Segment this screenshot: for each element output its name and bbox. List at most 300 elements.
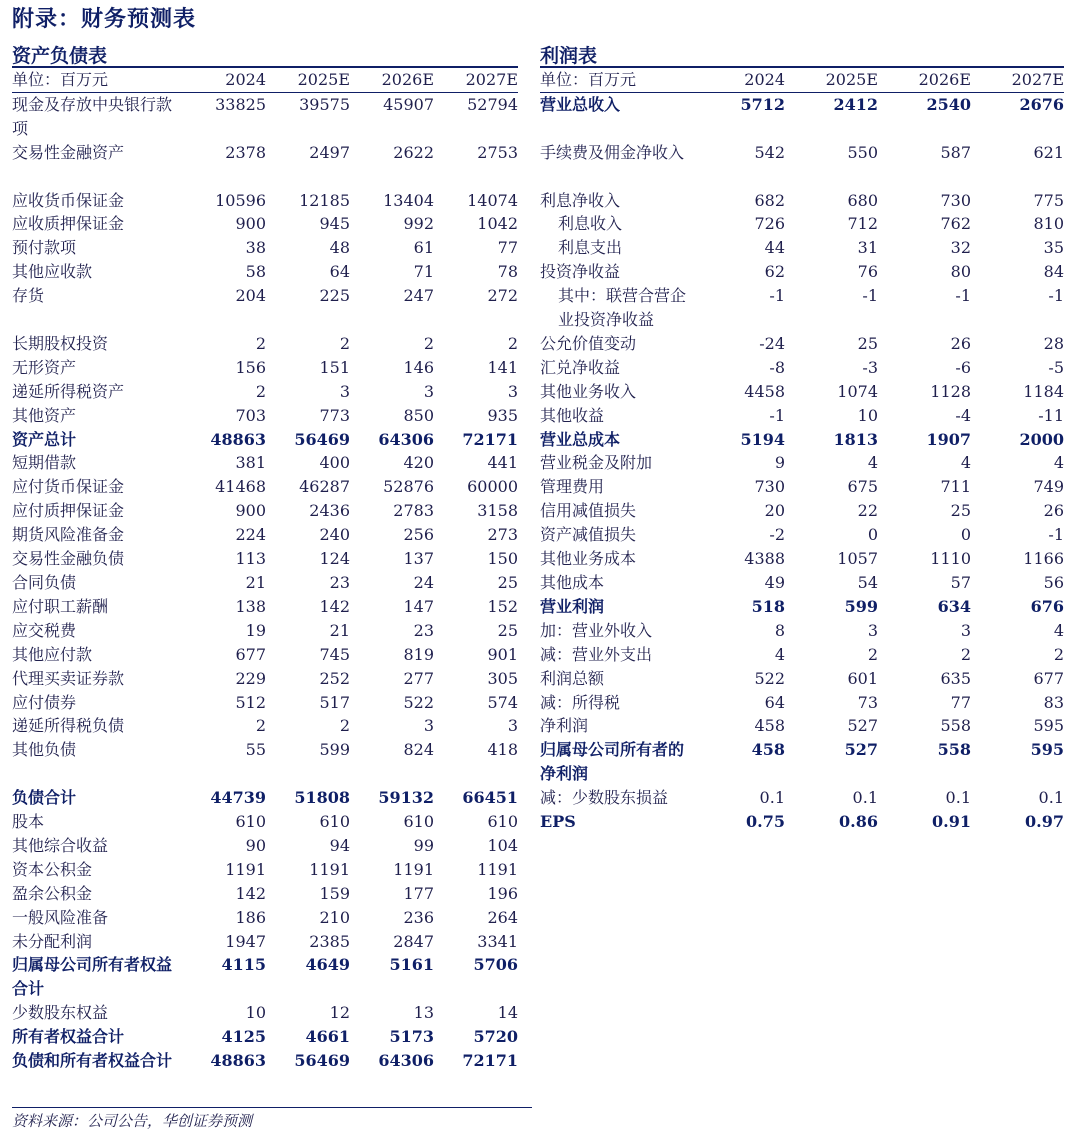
row-label: 交易性金融资产: [12, 142, 125, 162]
cell-value: 59132: [378, 788, 434, 808]
cell-value: 5720: [473, 1027, 518, 1047]
row-label: 手续费及佣金净收入: [540, 142, 685, 162]
cell-value: 46287: [299, 477, 350, 497]
cell-value: 80: [950, 262, 971, 282]
unit-label: 单位：百万元: [540, 68, 692, 92]
cell-value: 3: [507, 716, 518, 736]
cell-value: 1191: [225, 859, 266, 879]
cell-value: 901: [487, 644, 518, 664]
table-row: [12, 1001, 518, 1025]
cell-value: 1042: [477, 214, 518, 234]
table-row: [540, 667, 1064, 691]
cell-value: 56469: [294, 429, 350, 449]
row-label: 资产减值损失: [540, 525, 637, 545]
cell-value: 775: [1033, 190, 1064, 210]
cell-value: 44: [764, 238, 785, 258]
row-label: 短期借款: [12, 453, 77, 473]
cell-value: 247: [403, 286, 434, 306]
table-row: [12, 595, 518, 619]
table-row: [12, 571, 518, 595]
row-label: 营业税金及附加: [540, 453, 653, 473]
column-header: 2026E: [350, 68, 434, 92]
row-label: 利息支出: [558, 238, 623, 258]
cell-value: 84: [1043, 262, 1064, 282]
cell-value: 4458: [744, 381, 785, 401]
cell-value: 0.1: [1038, 788, 1064, 808]
cell-value: 141: [487, 357, 518, 377]
cell-value: 2436: [309, 501, 350, 521]
cell-value: 272: [487, 286, 518, 306]
cell-value: 458: [754, 716, 785, 736]
row-label: 汇兑净收益: [540, 357, 621, 377]
cell-value: 77: [497, 238, 518, 258]
cell-value: -5: [1048, 357, 1064, 377]
row-label: 管理费用: [540, 477, 605, 497]
balance-sheet-title: 资产负债表: [12, 44, 518, 68]
row-label: 应收质押保证金: [12, 214, 125, 234]
cell-value: 1947: [225, 931, 266, 951]
cell-value: 156: [235, 357, 266, 377]
cell-value: 610: [487, 812, 518, 832]
cell-value: 418: [487, 740, 518, 760]
table-row: [12, 834, 518, 858]
cell-value: -8: [769, 357, 785, 377]
table-row: [12, 189, 518, 213]
cell-value: 712: [847, 214, 878, 234]
cell-value: 945: [319, 214, 350, 234]
cell-value: 703: [235, 405, 266, 425]
row-label: 预付款项: [12, 238, 77, 258]
cell-value: 48: [329, 238, 350, 258]
cell-value: 5712: [740, 94, 785, 114]
cell-value: 2: [960, 644, 971, 664]
cell-value: -1: [1048, 286, 1064, 306]
unit-label: 单位：百万元: [12, 68, 182, 92]
table-row: [12, 810, 518, 834]
cell-value: 8: [774, 620, 785, 640]
cell-value: 420: [403, 453, 434, 473]
source-note: 资料来源：公司公告，华创证券预测: [12, 1107, 532, 1131]
table-header-row: [540, 68, 1064, 92]
table-row: [540, 595, 1064, 619]
cell-value: 60000: [467, 477, 518, 497]
cell-value: 680: [847, 190, 878, 210]
cell-value: 52794: [467, 94, 518, 114]
cell-value: 25: [950, 501, 971, 521]
cell-value: 0.1: [759, 788, 785, 808]
cell-value: 124: [319, 549, 350, 569]
cell-value: 558: [937, 740, 971, 760]
row-label: 投资净收益: [540, 262, 621, 282]
table-row: [12, 475, 518, 499]
cell-value: 517: [319, 692, 350, 712]
cell-value: 1110: [930, 549, 971, 569]
cell-value: 104: [487, 835, 518, 855]
row-label: 其他负债: [12, 740, 77, 760]
cell-value: 574: [487, 692, 518, 712]
cell-value: 4388: [744, 549, 785, 569]
cell-value: 635: [940, 668, 971, 688]
cell-value: 2000: [1019, 429, 1064, 449]
row-label: 减：所得税: [540, 692, 621, 712]
cell-value: 12185: [299, 190, 350, 210]
cell-value: 142: [319, 596, 350, 616]
row-label: 未分配利润: [12, 931, 93, 951]
cell-value: 3: [423, 716, 434, 736]
cell-value: 730: [940, 190, 971, 210]
cell-value: 147: [403, 596, 434, 616]
cell-value: 4: [774, 644, 785, 664]
cell-value: 2622: [393, 142, 434, 162]
table-row: [540, 619, 1064, 643]
table-row: [540, 475, 1064, 499]
column-header: 2024: [692, 68, 785, 92]
row-label: 其他收益: [540, 405, 605, 425]
row-label: 长期股权投资: [12, 333, 109, 353]
cell-value: 2: [339, 716, 350, 736]
table-row: [540, 571, 1064, 595]
cell-value: 64: [764, 692, 785, 712]
cell-value: 57: [950, 573, 971, 592]
row-label: 资产总计: [12, 429, 77, 449]
cell-value: 52876: [383, 477, 434, 497]
cell-value: 20: [764, 501, 785, 521]
cell-value: 745: [319, 644, 350, 664]
row-label: 其中：联营合营企业投资净收益: [558, 286, 687, 330]
row-label: 负债合计: [12, 788, 77, 808]
cell-value: 676: [1030, 596, 1064, 616]
cell-value: 711: [940, 477, 971, 497]
cell-value: 14: [497, 1003, 518, 1023]
cell-value: 73: [857, 692, 878, 712]
cell-value: -24: [759, 333, 785, 353]
cell-value: 621: [1033, 142, 1064, 162]
cell-value: 4125: [221, 1027, 266, 1047]
row-label: 股本: [12, 812, 45, 832]
cell-value: 522: [403, 692, 434, 712]
cell-value: 610: [319, 812, 350, 832]
row-label: 应交税费: [12, 620, 77, 640]
table-row: [12, 906, 518, 930]
cell-value: -1: [955, 286, 971, 306]
row-label: 归属母公司所有者权益合计: [12, 955, 173, 999]
cell-value: 682: [754, 190, 785, 210]
cell-value: 527: [844, 740, 878, 760]
cell-value: 2540: [926, 94, 971, 114]
cell-value: 2: [255, 716, 266, 736]
cell-value: 204: [235, 286, 266, 306]
cell-value: 305: [487, 668, 518, 688]
cell-value: 48863: [210, 1051, 266, 1071]
cell-value: 2378: [225, 142, 266, 162]
cell-value: -1: [769, 405, 785, 425]
table-row: [12, 428, 518, 452]
cell-value: 4: [867, 453, 878, 473]
cell-value: 595: [1033, 716, 1064, 736]
row-label: 利润总额: [540, 668, 605, 688]
cell-value: 49: [764, 573, 785, 592]
cell-value: 2676: [1019, 94, 1064, 114]
cell-value: 23: [413, 620, 434, 640]
cell-value: 4: [1053, 453, 1064, 473]
cell-value: 0.1: [852, 788, 878, 808]
row-label: 营业总成本: [540, 429, 621, 449]
table-row: [12, 858, 518, 882]
row-label: 存货: [12, 286, 45, 306]
cell-value: 3: [507, 381, 518, 401]
cell-value: 210: [319, 907, 350, 927]
row-label: 应收货币保证金: [12, 190, 125, 210]
table-row: [12, 930, 518, 954]
cell-value: 240: [319, 525, 350, 545]
cell-value: 2: [423, 333, 434, 353]
cell-value: 159: [319, 883, 350, 903]
cell-value: 83: [1043, 692, 1064, 712]
cell-value: 1907: [926, 429, 971, 449]
cell-value: 76: [857, 262, 878, 282]
row-label: 应付债券: [12, 692, 77, 712]
cell-value: 113: [235, 549, 266, 569]
cell-value: 3: [423, 381, 434, 401]
table-header-row: [12, 68, 518, 92]
cell-value: 992: [403, 214, 434, 234]
cell-value: 810: [1033, 214, 1064, 234]
table-row: [12, 619, 518, 643]
cell-value: 400: [319, 453, 350, 473]
row-label: 其他应付款: [12, 644, 93, 664]
row-label: 其他成本: [540, 573, 605, 592]
table-row: [12, 714, 518, 738]
cell-value: 54: [857, 573, 878, 592]
cell-value: 236: [403, 907, 434, 927]
cell-value: 458: [751, 740, 785, 760]
row-label: 其他业务收入: [540, 381, 637, 401]
table-row: [540, 332, 1064, 356]
cell-value: 45907: [383, 94, 434, 114]
cell-value: 61: [413, 238, 434, 258]
row-label: 应付质押保证金: [12, 501, 125, 521]
table-row: [540, 404, 1064, 428]
table-row: [12, 92, 518, 140]
cell-value: 22: [857, 501, 878, 521]
table-row: [540, 643, 1064, 667]
table-row: [540, 428, 1064, 452]
row-label: 公允价值变动: [540, 333, 637, 353]
row-label: 其他综合收益: [12, 835, 109, 855]
cell-value: 38: [245, 238, 266, 258]
cell-value: 2: [255, 333, 266, 353]
row-label: 应付货币保证金: [12, 477, 125, 497]
cell-value: 4661: [305, 1027, 350, 1047]
row-label: 盈余公积金: [12, 883, 93, 903]
row-label: 资本公积金: [12, 859, 93, 879]
cell-value: 2: [339, 333, 350, 353]
cell-value: 13: [413, 1003, 434, 1023]
cell-value: 44739: [210, 788, 266, 808]
cell-value: 2: [255, 381, 266, 401]
cell-value: 72171: [462, 1051, 518, 1071]
cell-value: 21: [329, 620, 350, 640]
cell-value: 62: [764, 262, 785, 282]
cell-value: 0: [960, 525, 971, 545]
cell-value: 1184: [1023, 381, 1064, 401]
cell-value: 55: [245, 740, 266, 760]
cell-value: 1166: [1023, 549, 1064, 569]
column-header: 2024: [182, 68, 266, 92]
cell-value: 25: [857, 333, 878, 353]
row-label: 现金及存放中央银行款项: [12, 94, 173, 138]
column-header: 2027E: [971, 68, 1064, 92]
cell-value: 152: [487, 596, 518, 616]
table-row: [540, 738, 1064, 786]
income-statement-table: [540, 68, 1064, 834]
cell-value: 35: [1043, 238, 1064, 258]
cell-value: 0.97: [1025, 812, 1064, 832]
cell-value: 900: [235, 501, 266, 521]
cell-value: 32: [950, 238, 971, 258]
table-row: [12, 404, 518, 428]
cell-value: 675: [847, 477, 878, 497]
cell-value: 730: [754, 477, 785, 497]
cell-value: 1191: [393, 859, 434, 879]
cell-value: 512: [235, 692, 266, 712]
cell-value: 726: [754, 214, 785, 234]
cell-value: 41468: [215, 477, 266, 497]
cell-value: 64306: [378, 1051, 434, 1071]
cell-value: 77: [950, 692, 971, 712]
cell-value: 13404: [383, 190, 434, 210]
table-row: [540, 714, 1064, 738]
cell-value: 550: [847, 142, 878, 162]
cell-value: -1: [1048, 525, 1064, 545]
table-row: [540, 260, 1064, 284]
cell-value: 186: [235, 907, 266, 927]
cell-value: 64306: [378, 429, 434, 449]
cell-value: 14074: [467, 190, 518, 210]
cell-value: 558: [940, 716, 971, 736]
cell-value: 3: [339, 381, 350, 401]
cell-value: 5706: [473, 955, 518, 975]
cell-value: 900: [235, 214, 266, 234]
cell-value: 5194: [740, 429, 785, 449]
cell-value: 142: [235, 883, 266, 903]
cell-value: 90: [245, 835, 266, 855]
cell-value: 10: [245, 1003, 266, 1023]
cell-value: -2: [769, 525, 785, 545]
cell-value: 4: [960, 453, 971, 473]
cell-value: 4115: [221, 955, 266, 975]
cell-value: 151: [319, 357, 350, 377]
cell-value: 224: [235, 525, 266, 545]
cell-value: 51808: [294, 788, 350, 808]
row-label: 其他应收款: [12, 262, 93, 282]
cell-value: 2: [867, 644, 878, 664]
cell-value: 381: [235, 453, 266, 473]
row-label: 所有者权益合计: [12, 1027, 125, 1047]
cell-value: 2412: [833, 94, 878, 114]
cell-value: 9: [774, 453, 785, 473]
cell-value: 256: [403, 525, 434, 545]
table-row: [12, 953, 518, 1001]
row-label: 一般风险准备: [12, 907, 109, 927]
table-row: [12, 380, 518, 404]
cell-value: 72171: [462, 429, 518, 449]
table-row: [12, 882, 518, 906]
cell-value: 150: [487, 549, 518, 569]
row-label: 合同负债: [12, 573, 77, 592]
balance-sheet-table: [12, 68, 518, 1097]
cell-value: 66451: [462, 788, 518, 808]
table-row: [540, 786, 1064, 810]
cell-value: 527: [847, 716, 878, 736]
cell-value: 1813: [833, 429, 878, 449]
cell-value: 99: [413, 835, 434, 855]
row-label: 净利润: [540, 716, 589, 736]
cell-value: 39575: [299, 94, 350, 114]
cell-value: 522: [754, 668, 785, 688]
cell-value: 2847: [393, 931, 434, 951]
column-header: 2027E: [434, 68, 518, 92]
cell-value: 3: [867, 620, 878, 640]
cell-value: -3: [862, 357, 878, 377]
cell-value: 677: [235, 644, 266, 664]
cell-value: 252: [319, 668, 350, 688]
table-row: [12, 547, 518, 571]
cell-value: 1191: [477, 859, 518, 879]
row-label: 减：营业外支出: [540, 644, 653, 664]
row-label: 无形资产: [12, 357, 77, 377]
row-label: 信用减值损失: [540, 501, 637, 521]
table-row: [540, 356, 1064, 380]
cell-value: 4649: [305, 955, 350, 975]
cell-value: 601: [847, 668, 878, 688]
row-label: 负债和所有者权益合计: [12, 1051, 173, 1071]
cell-value: 773: [319, 405, 350, 425]
cell-value: 599: [844, 596, 878, 616]
cell-value: 177: [403, 883, 434, 903]
table-row: [12, 643, 518, 667]
table-row: [540, 212, 1064, 236]
table-row: [12, 236, 518, 260]
cell-value: 23: [329, 573, 350, 592]
row-label: 期货风险准备金: [12, 525, 125, 545]
cell-value: 64: [329, 262, 350, 282]
cell-value: -1: [862, 286, 878, 306]
table-row: [12, 691, 518, 715]
row-label: 少数股东权益: [12, 1003, 109, 1023]
table-row: [540, 141, 1064, 189]
row-label: EPS: [540, 812, 576, 832]
row-label: 利息收入: [558, 214, 623, 234]
income-statement-title: 利润表: [540, 44, 1064, 68]
cell-value: 48863: [210, 429, 266, 449]
cell-value: 3: [960, 620, 971, 640]
table-row: [12, 1025, 518, 1049]
cell-value: 56: [1043, 573, 1064, 592]
column-header: 2026E: [878, 68, 971, 92]
cell-value: 138: [235, 596, 266, 616]
cell-value: 58: [245, 262, 266, 282]
cell-value: 0.75: [746, 812, 785, 832]
cell-value: 229: [235, 668, 266, 688]
row-label: 应付职工薪酬: [12, 596, 109, 616]
table-row: [540, 499, 1064, 523]
row-label: 减：少数股东损益: [540, 788, 669, 808]
cell-value: 1128: [930, 381, 971, 401]
cell-value: 2753: [477, 142, 518, 162]
cell-value: 1057: [837, 549, 878, 569]
cell-value: 0.86: [839, 812, 878, 832]
